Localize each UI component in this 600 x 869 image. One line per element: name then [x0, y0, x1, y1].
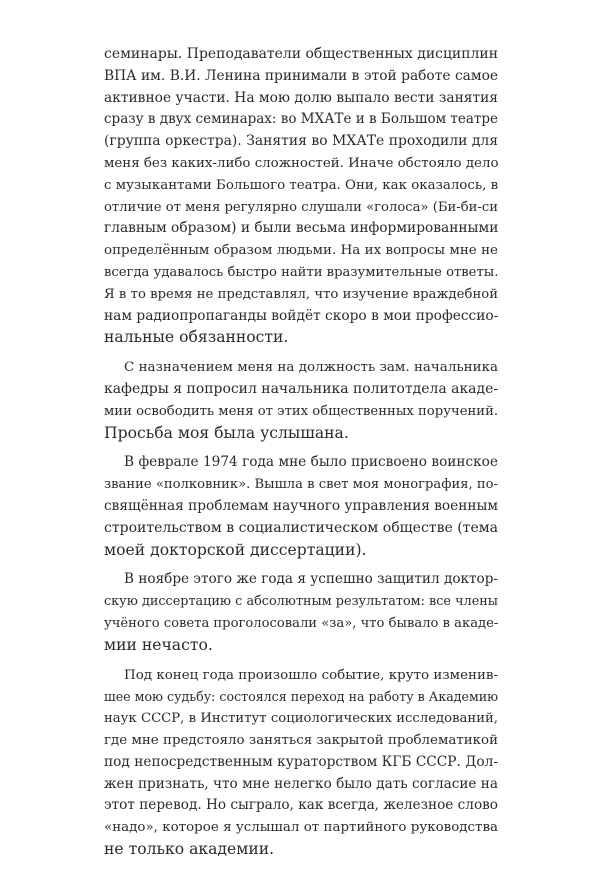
text-line: меня без каких-либо сложностей. Иначе обстояло дело — [104, 155, 499, 171]
paragraph-5 — [104, 665, 498, 861]
text-line: сразу в двух семинарах: во МХАТе и в Большом театре — [104, 111, 498, 128]
text-line: жен признать, что мне нелегко было дать согласие на — [104, 775, 498, 792]
paragraph-1 — [104, 44, 498, 349]
text-line: кафедры я попросил начальника политотдела акаде- — [104, 380, 499, 397]
text-line: свящённая проблемам научного управления военным — [104, 497, 498, 514]
text-line: активное участи. На мою долю выпало вести занятия — [104, 89, 499, 106]
text-line: (группа оркестра). Занятия во МХАТе проходили для — [104, 133, 498, 150]
text-line: Просьба моя была услышана. — [104, 423, 349, 442]
text-line: наук СССР, в Институт социологических исследований, — [104, 711, 498, 727]
text-line: не только академии. — [104, 839, 275, 858]
text-line: строительством в социалистическом обществе (тема — [104, 519, 498, 536]
text-line: мии нечасто. — [104, 635, 213, 654]
text-line: скую диссертацию с абсолютным результатом: все члены — [104, 594, 498, 610]
paragraph-4 — [104, 569, 498, 656]
text-line: В феврале 1974 года мне было присвоено воинское — [124, 454, 498, 471]
text-line: семинары. Преподаватели общественных дисциплин — [104, 46, 498, 62]
text-line: определённым образом людьми. На их вопросы мне не — [104, 243, 498, 259]
text-line: ВПА им. В.И. Ленина принимали в этой работе самое — [104, 67, 498, 84]
paragraph-3 — [104, 452, 498, 561]
text-line: учёного совета проголосовали «за», что бывало в акаде- — [104, 615, 499, 631]
text-line: мии освободить меня от этих общественных поручений. — [104, 403, 499, 419]
text-line: С назначением меня на должность зам. начальника — [124, 360, 498, 376]
text-line: всегда удавалось быстро найти вразумительные ответы. — [104, 264, 499, 280]
book-page — [104, 44, 498, 869]
text-line: звание «полковник». Вышла в свет моя монография, по- — [104, 477, 498, 493]
text-line: под непосредственным кураторством КГБ СССР. Дол- — [104, 753, 498, 770]
text-line: В ноябре этого же года я успешно защитил доктор- — [124, 571, 498, 588]
text-line: моей докторской диссертации). — [104, 540, 367, 559]
text-line: главным образом) и были весьма информированными — [104, 220, 499, 237]
text-line: Под конец года произошло событие, круто изменив- — [124, 667, 498, 683]
text-line: отличие от меня регулярно слушали «голоса» (Би-би-си — [104, 199, 498, 215]
text-line: Я в то время не представлял, что изучение враждебной — [104, 286, 498, 302]
text-line: нальные обязанности. — [104, 328, 289, 347]
text-line: «надо», которое я услышал от партийного руководства — [104, 820, 498, 836]
text-line: нам радиопропаганды войдёт скоро в мои профессио- — [104, 307, 499, 324]
text-line: с музыкантами Большого театра. Они, как оказалось, в — [104, 177, 499, 193]
paragraph-2 — [104, 357, 498, 444]
text-line: этот перевод. Но сыграло, как всегда, железное слово — [104, 797, 498, 814]
text-line: где мне предстояло заняться закрытой проблематикой — [104, 732, 498, 748]
text-line: шее мою судьбу: состоялся переход на работу в Академию — [104, 689, 499, 705]
